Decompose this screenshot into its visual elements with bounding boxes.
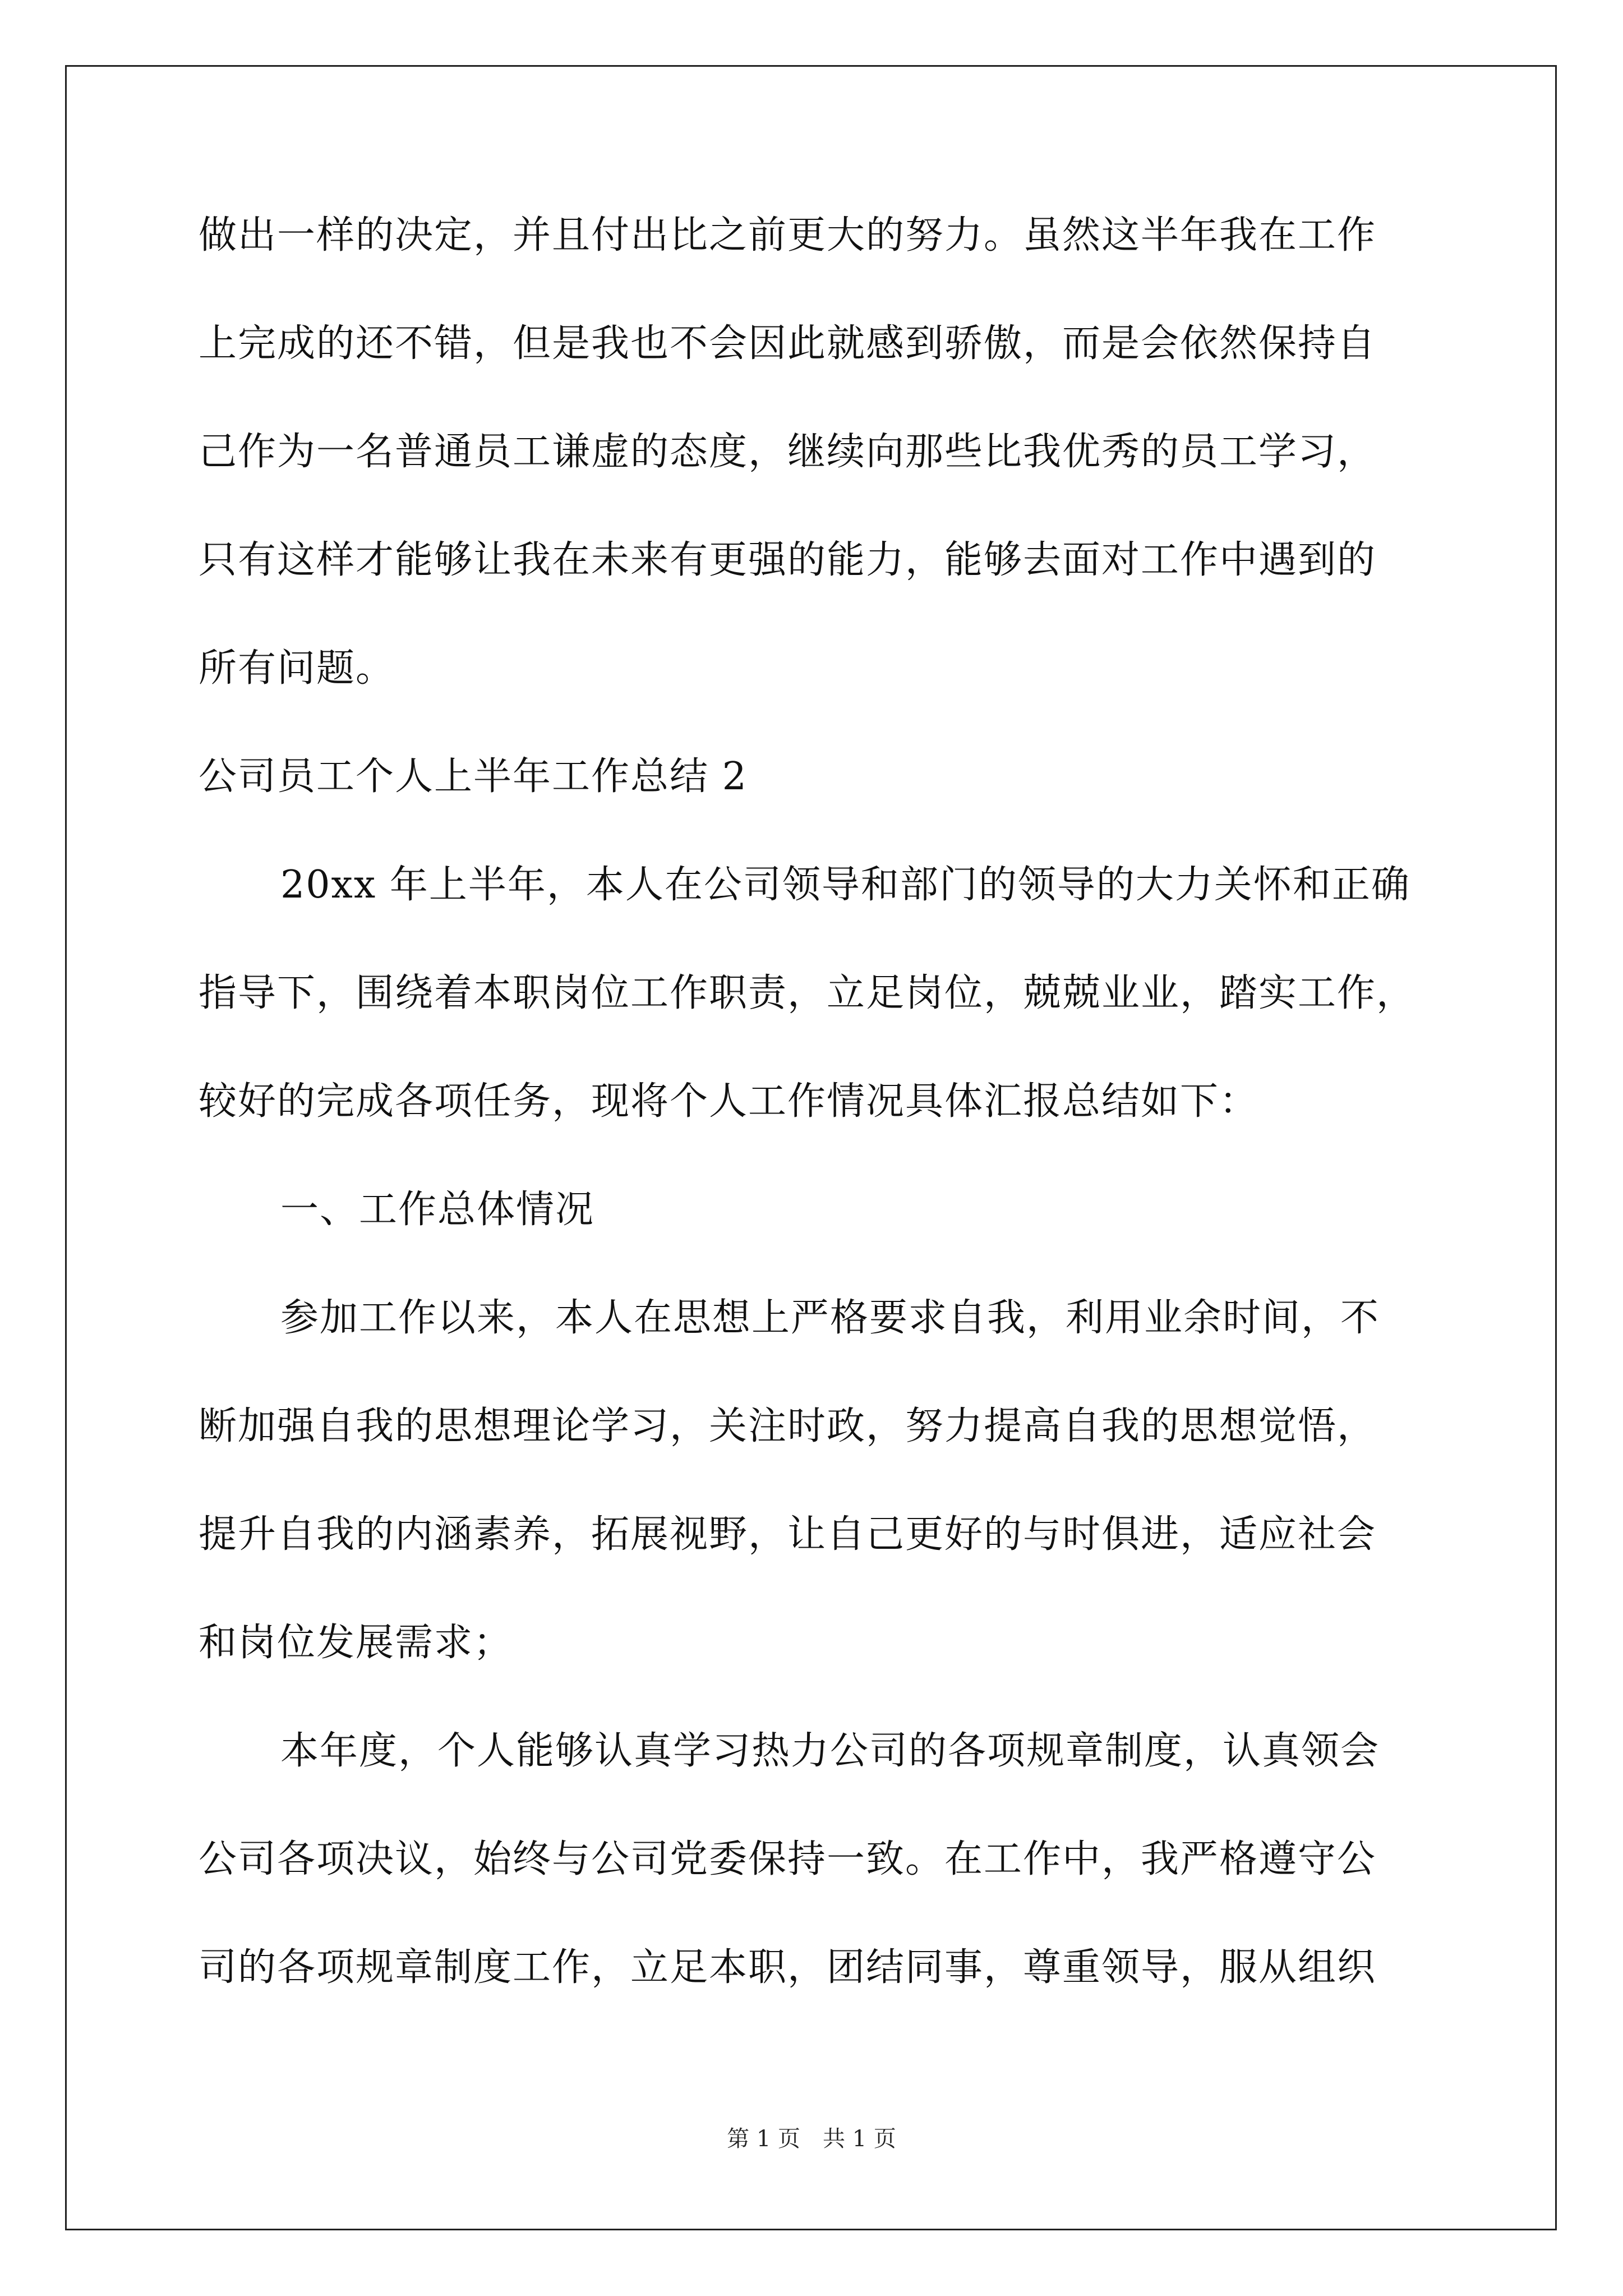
paragraph-line: 断加强自我的思想理论学习，关注时政，努力提高自我的思想觉悟， xyxy=(199,1404,1377,1448)
paragraph-line: 己作为一名普通员工谦虚的态度，继续向那些比我优秀的员工学习， xyxy=(199,430,1377,474)
paragraph-line: 指导下，围绕着本职岗位工作职责，立足岗位，兢兢业业，踏实工作， xyxy=(199,971,1416,1015)
paragraph-line: 提升自我的内涵素养，拓展视野，让自己更好的与时俱进，适应社会 xyxy=(199,1512,1377,1557)
paragraph-line: 20xx 年上半年，本人在公司领导和部门的领导的大力关怀和正确 xyxy=(280,863,1410,907)
paragraph-line: 上完成的还不错，但是我也不会因此就感到骄傲，而是会依然保持自 xyxy=(199,321,1377,366)
paragraph-line: 做出一样的决定，并且付出比之前更大的努力。虽然这半年我在工作 xyxy=(199,213,1377,257)
subsection-heading: 一、工作总体情况 xyxy=(280,1188,595,1232)
paragraph-line: 公司各项决议，始终与公司党委保持一致。在工作中，我严格遵守公 xyxy=(199,1837,1377,1881)
paragraph-line: 司的各项规章制度工作，立足本职，团结同事，尊重领导，服从组织 xyxy=(199,1945,1377,1990)
paragraph-line: 较好的完成各项任务，现将个人工作情况具体汇报总结如下： xyxy=(199,1079,1259,1124)
paragraph-line: 和岗位发展需求； xyxy=(199,1621,513,1665)
section-heading: 公司员工个人上半年工作总结 2 xyxy=(199,754,748,799)
paragraph-line: 只有这样才能够让我在未来有更强的能力，能够去面对工作中遇到的 xyxy=(199,538,1377,582)
paragraph-line: 参加工作以来，本人在思想上严格要求自我，利用业余时间，不 xyxy=(280,1296,1380,1340)
paragraph-line: 所有问题。 xyxy=(199,646,395,691)
paragraph-line: 本年度，个人能够认真学习热力公司的各项规章制度，认真领会 xyxy=(280,1729,1380,1773)
page-border xyxy=(65,65,1557,2230)
page-number-footer: 第 1 页 共 1 页 xyxy=(727,2126,896,2152)
